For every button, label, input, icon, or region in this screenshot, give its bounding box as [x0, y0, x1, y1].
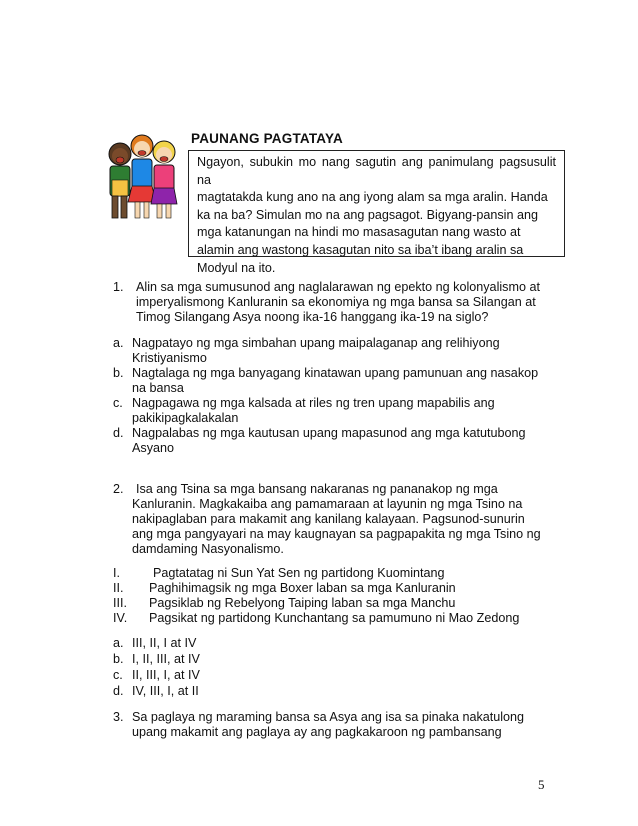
- instruction-line: ka na ba? Simulan mo na ang pagsagot. Bigyang-pansin ang: [197, 207, 538, 222]
- event-numeral: II.: [113, 581, 124, 595]
- choice-text: IV, III, I, at II: [132, 684, 199, 698]
- choice-text-line: Kristiyanismo: [132, 351, 207, 365]
- event-text: Pagtatatag ni Sun Yat Sen ng partidong Kuomintang: [153, 566, 445, 580]
- question-number: 3.: [113, 710, 124, 724]
- choice-text-line: Nagpalabas ng mga kautusan upang mapasunod ang mga katutubong: [132, 426, 526, 440]
- question-text-line: damdaming Nasyonalismo.: [132, 542, 284, 556]
- question-number: 2.: [113, 482, 124, 496]
- instruction-line: alamin ang wastong kasagutan nito sa iba’t ibang aralin sa: [197, 242, 524, 257]
- question-text-line: [132, 482, 541, 497]
- section-title: PAUNANG PAGTATAYA: [191, 131, 343, 146]
- choice-text-line: na bansa: [132, 381, 184, 395]
- children-illustration: [104, 128, 182, 224]
- choice-text-line: Nagpatayo ng mga simbahan upang maipalaganap ang relihiyong: [132, 336, 500, 350]
- question-text-line: Timog Silangang Asya noong ika-16 hanggang ika-19 na siglo?: [136, 310, 489, 324]
- choice-letter: d.: [113, 426, 124, 440]
- question-text-line: imperyalismong Kanluranin sa ekonomiya ng mga bansa sa Silangan at: [136, 295, 536, 309]
- child-figure-middle: [128, 135, 156, 218]
- question-text-line: nakipaglaban para makamit ang kanilang kalayaan. Pagsunod-sunurin: [132, 512, 525, 526]
- question-number: 1.: [113, 280, 124, 294]
- instruction-box: [188, 150, 565, 275]
- question-text-line-first: Isa ang Tsina sa mga bansang nakaranas ng pananakop ng mga: [136, 482, 498, 496]
- choice-text-line: pakikipagkalakalan: [132, 411, 239, 425]
- choice-letter: b.: [113, 366, 124, 380]
- page-number: 5: [538, 777, 545, 792]
- choice-text-line: Nagtalaga ng mga banyagang kinatawan upang pamunuan ang nasakop: [132, 366, 539, 380]
- question-text-line: Sa paglaya ng maraming bansa sa Asya ang isa sa pinaka nakatulong: [132, 710, 525, 724]
- question-text-line: Kanluranin. Magkakaiba ang pamamaraan at layunin ng mga Tsino na: [132, 497, 523, 511]
- choice-letter: a.: [113, 336, 124, 350]
- choice-letter: c.: [113, 668, 123, 682]
- child-figure-right: [151, 141, 177, 218]
- question-text-line: Alin sa mga sumusunod ang naglalarawan ng epekto ng kolonyalismo at: [136, 280, 540, 294]
- instruction-line: mga katanungan na hindi mo masasagutan nang wasto at: [197, 225, 521, 240]
- child-figure-left: [109, 143, 131, 218]
- event-text: Pagsiklab ng Rebelyong Taiping laban sa mga Manchu: [149, 596, 456, 610]
- event-text: Pagsikat ng partidong Kunchantang sa pamumuno ni Mao Zedong: [149, 611, 520, 625]
- event-text: Paghihimagsik ng mga Boxer laban sa mga Kanluranin: [149, 581, 456, 595]
- choice-letter: a.: [113, 636, 124, 650]
- question-text-line: ang mga pangyayari na may kaugnayan sa pagpapakita ng mga Tsino ng: [132, 527, 541, 541]
- choice-text-line: Asyano: [132, 441, 175, 455]
- instruction-line: Modyul na ito.: [197, 260, 276, 275]
- event-numeral: I.: [113, 566, 120, 580]
- choice-text-line: Nagpagawa ng mga kalsada at riles ng tren upang mapabilis ang: [132, 396, 495, 410]
- choice-text: I, II, III, at IV: [132, 652, 200, 666]
- choice-letter: b.: [113, 652, 124, 666]
- choice-letter: d.: [113, 684, 124, 698]
- instruction-line: Ngayon, subukin mo nang sagutin ang panimulang pagsusulit na: [197, 155, 556, 187]
- choice-text: II, III, I, at IV: [132, 668, 200, 682]
- event-numeral: IV.: [113, 611, 128, 625]
- choice-letter: c.: [113, 396, 123, 410]
- question-text-line: upang makamit ang paglaya ay ang pagkakaroon ng pambansang: [132, 725, 502, 739]
- instruction-line: magtatakda kung ano na ang iyong alam sa mga aralin. Handa: [197, 190, 548, 205]
- choice-text: III, II, I at IV: [132, 636, 197, 650]
- event-numeral: III.: [113, 596, 127, 610]
